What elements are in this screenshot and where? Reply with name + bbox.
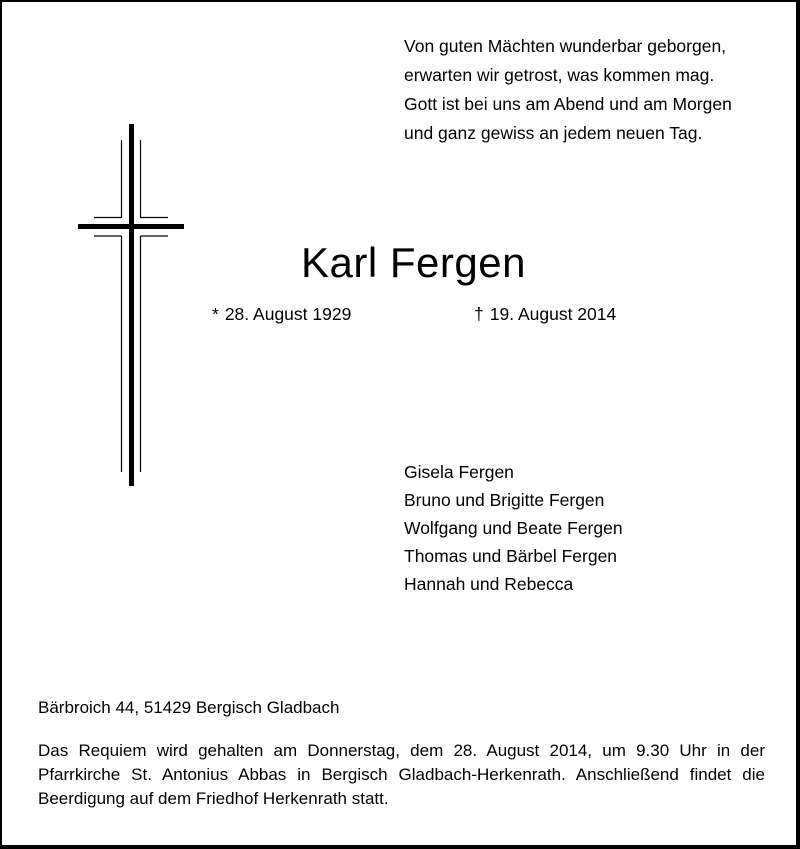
poem-line: und ganz gewiss an jedem neuen Tag. (404, 123, 703, 143)
list-item: Gisela Fergen (404, 462, 514, 482)
birth-date-line (212, 302, 351, 326)
list-item: Thomas und Bärbel Fergen (404, 546, 618, 566)
poem (404, 32, 732, 148)
birth-star-icon: * (212, 304, 219, 324)
poem-line: erwarten wir getrost, was kommen mag. (404, 65, 715, 85)
mourners-list (404, 458, 623, 598)
death-dagger-icon: † (474, 304, 484, 324)
deceased-name: Karl Fergen (301, 239, 526, 286)
address: Bärbroich 44, 51429 Bergisch Gladbach (38, 698, 340, 717)
poem-line: Gott ist bei uns am Abend und am Morgen (404, 94, 732, 114)
list-item: Wolfgang und Beate Fergen (404, 518, 623, 538)
funeral-notice: Das Requiem wird gehalten am Donnerstag, dem 28. August 2014, um 9.30 Uhr in der Pfarrkirche St. Antonius Abbas in Bergisch Gladbach-Herkenrath. Anschließend findet die Beerdigung auf dem Friedhof Herkenrath statt. (38, 741, 765, 808)
poem-line: Von guten Mächten wunderbar geborgen, (404, 36, 727, 56)
list-item: Hannah und Rebecca (404, 574, 574, 594)
death-date-line (474, 302, 616, 326)
cross-icon (72, 120, 192, 490)
death-date: 19. August 2014 (489, 304, 617, 324)
list-item: Bruno und Brigitte Fergen (404, 490, 605, 510)
birth-date: 28. August 1929 (224, 304, 352, 324)
